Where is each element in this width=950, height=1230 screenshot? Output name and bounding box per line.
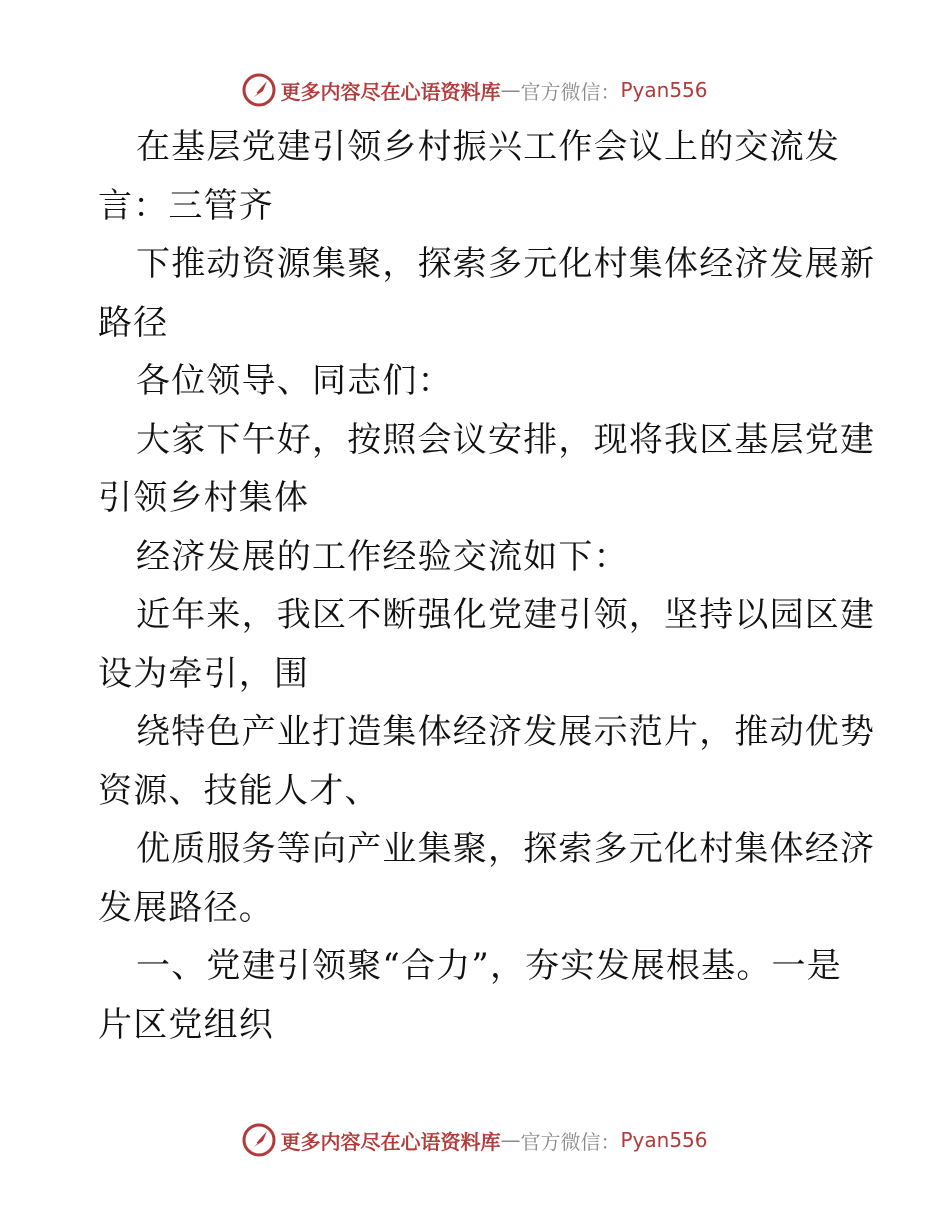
text-line: 经济发展的工作经验交流如下：	[136, 536, 629, 577]
header-wechat-id: Pyan556	[620, 78, 708, 102]
footer-brand: 更多内容尽在心语资料库	[280, 1129, 501, 1154]
text-line: 发展路径。	[98, 887, 274, 928]
footer-separator: —	[500, 1128, 521, 1152]
text-line: 设为牵引，围	[98, 653, 310, 694]
text-line: 片区党组织	[98, 1004, 274, 1045]
header-watermark	[0, 70, 950, 110]
header-wechat-label: 官方微信：	[520, 79, 621, 104]
header-brand: 更多内容尽在心语资料库	[280, 79, 501, 104]
text-line: 下推动资源集聚，探索多元化村集体经济发展新	[136, 244, 876, 284]
text-line: 各位领导、同志们：	[136, 361, 453, 401]
footer-wechat-label: 官方微信：	[520, 1129, 621, 1154]
footer-watermark	[0, 1120, 950, 1160]
quill-logo-icon	[242, 73, 276, 107]
text-line: 言：三管齐	[98, 185, 274, 226]
text-line: 引领乡村集体	[98, 478, 310, 518]
text-line: 优质服务等向产业集聚，探索多元化村集体经济	[136, 829, 876, 869]
text-line: 绕特色产业打造集体经济发展示范片，推动优势	[136, 712, 876, 752]
footer-wechat-id: Pyan556	[620, 1128, 708, 1152]
header-separator: —	[500, 78, 521, 102]
text-line: 近年来，我区不断强化党建引领，坚持以园区建	[136, 595, 876, 635]
text-line: 大家下午好，按照会议安排，现将我区基层党建	[136, 419, 876, 460]
text-line: 一、党建引领聚“合力”，夯实发展根基。一是	[136, 946, 842, 986]
text-line: 在基层党建引领乡村振兴工作会议上的交流发	[136, 127, 840, 167]
text-line: 路径	[98, 302, 169, 343]
text-line: 资源、技能人才、	[98, 770, 380, 811]
quill-logo-icon	[242, 1123, 276, 1157]
document-body	[98, 118, 876, 1054]
